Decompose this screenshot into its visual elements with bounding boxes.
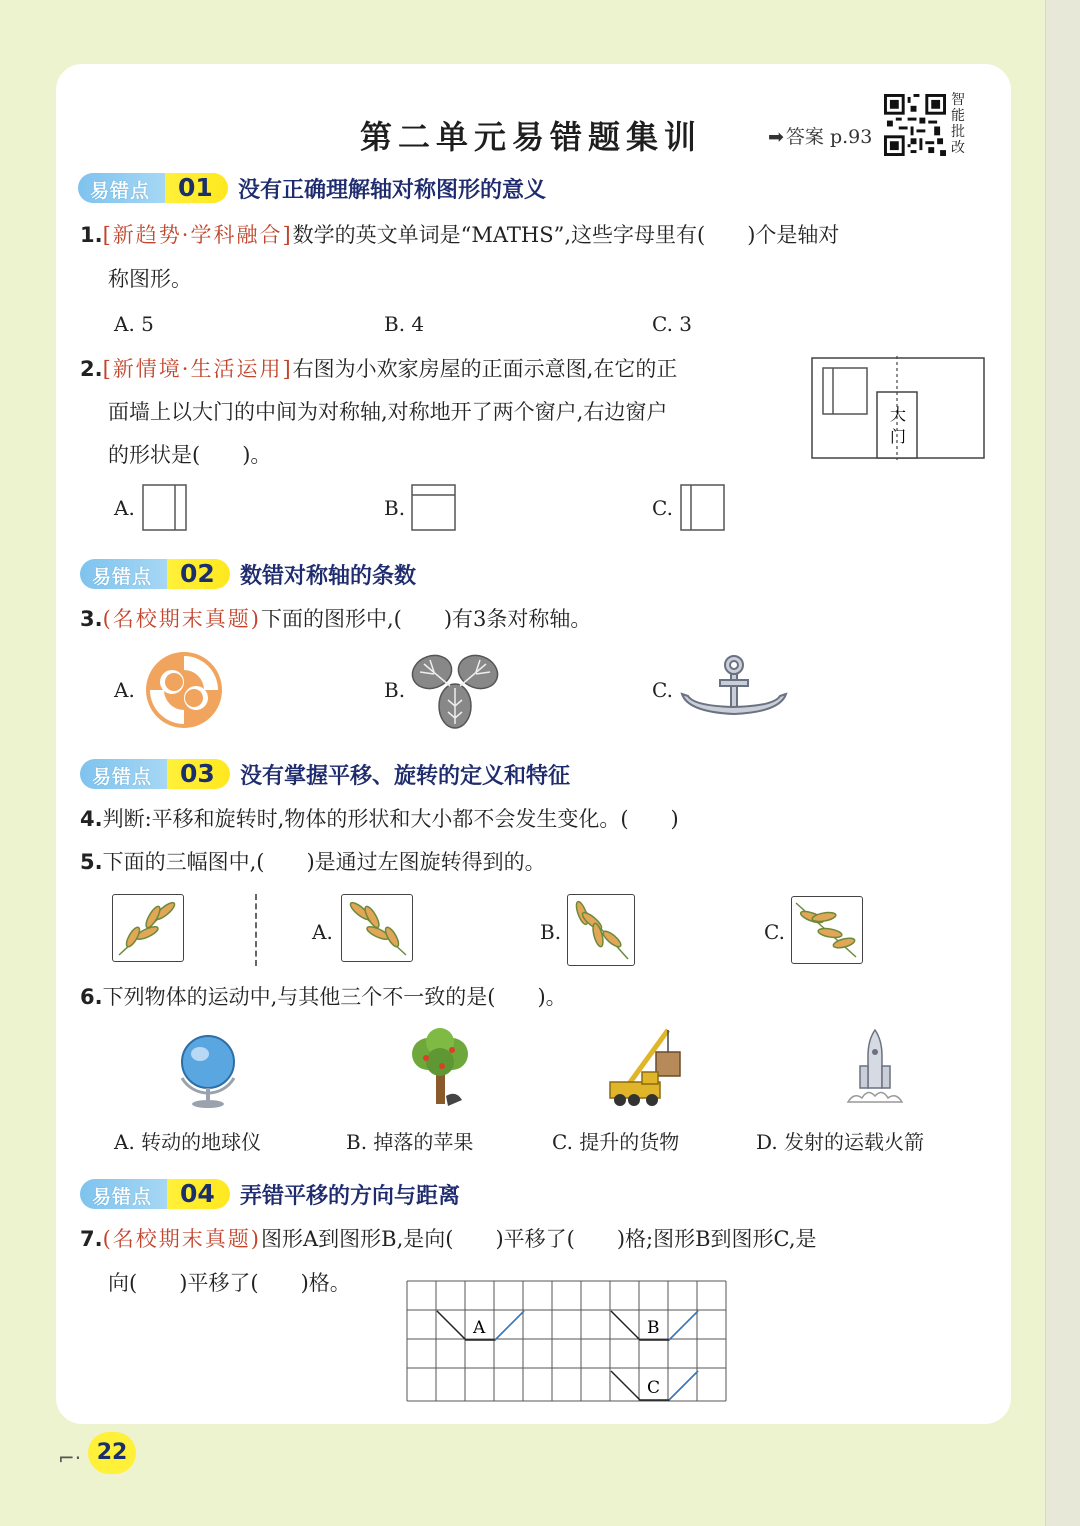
twig-original [112,894,184,962]
twig-option-a[interactable] [341,894,413,962]
section-header-01 [78,172,546,204]
question-source: [新情境·生活运用] [102,357,293,381]
question-text: 图形A到图形B,是向( )平移了( )格;图形B到图形C,是 [260,1227,817,1251]
option-c[interactable]: C. 3 [652,312,693,336]
badge-label: 易错点 [92,766,153,788]
shape-label-c: C [647,1378,661,1398]
question-text: 判断:平移和旋转时,物体的形状和大小都不会发生变化。( ) [102,807,679,831]
arrow-right-icon: ➡ [768,126,784,148]
option-a[interactable]: A. [114,678,135,702]
three-leaf-figure[interactable] [410,650,500,730]
caption-char: 改 [951,140,965,156]
question-text: 下列物体的运动中,与其他三个不一致的是( )。 [102,985,567,1009]
swirl-figure[interactable] [144,650,224,730]
question-2 [80,348,800,390]
option-b[interactable]: B. [384,496,406,520]
error-point-badge [80,759,230,789]
section-title: 没有掌握平移、旋转的定义和特征 [240,763,571,789]
question-text: 向( )平移了( )格。 [108,1271,351,1295]
question-text: 右图为小欢家房屋的正面示意图,在它的正 [292,357,678,381]
option-b[interactable]: B. [384,678,406,702]
door-label: 门 [890,427,907,446]
error-point-badge [80,559,230,589]
twig-option-c[interactable] [791,896,863,964]
badge-number: 03 [180,759,215,788]
caption-char: 智 [951,92,965,108]
question-number: 1. [80,223,103,247]
page-title: 第二单元易错题集训 [360,118,703,156]
question-text: 面墙上以大门的中间为对称轴,对称地开了两个窗户,右边窗户 [108,400,668,424]
rocket-launch-icon[interactable] [840,1026,910,1110]
option-a[interactable]: A. 5 [114,312,154,336]
house-front-diagram [811,356,987,460]
question-6 [80,976,567,1018]
section-title: 没有正确理解轴对称图形的意义 [238,177,547,203]
question-text: 数学的英文单词是“MATHS”,这些字母里有( )个是轴对 [292,223,840,247]
question-3 [80,598,591,640]
question-4 [80,798,679,840]
section-header-04 [80,1178,460,1210]
door-label: 大 [890,405,907,424]
option-c[interactable]: C. 提升的货物 [552,1130,680,1154]
question-text: 的形状是( )。 [108,443,272,467]
window-shape-a[interactable] [142,484,188,532]
question-number: 2. [80,357,103,381]
section-title: 数错对称轴的条数 [240,563,417,589]
window-shape-c[interactable] [680,484,726,532]
question-number: 7. [80,1227,103,1251]
question-number: 4. [80,807,103,831]
option-a[interactable]: A. [114,496,135,520]
answer-reference-text: 答案 p.93 [785,126,873,148]
question-text: 称图形。 [108,267,192,291]
question-source: [新趋势·学科融合] [102,223,293,247]
crane-lifting-cargo-icon[interactable] [608,1026,692,1110]
twig-option-b[interactable] [567,894,635,966]
option-b[interactable]: B. 掉落的苹果 [346,1130,474,1154]
question-5 [80,841,546,883]
section-title: 弄错平移的方向与距离 [240,1183,461,1209]
shape-label-a: A [473,1318,486,1338]
option-b[interactable]: B. [540,920,562,944]
error-point-badge [80,1179,230,1209]
globe-icon[interactable] [176,1032,242,1110]
anchor-figure[interactable] [678,654,790,718]
option-b[interactable]: B. 4 [384,312,425,336]
option-c[interactable]: C. [764,920,785,944]
badge-label: 易错点 [92,566,153,588]
pencil-mark: ⌐· [58,1446,82,1470]
question-source: (名校期末真题) [102,1227,261,1251]
question-1 [80,214,1000,256]
section-header-03 [80,758,570,790]
option-c[interactable]: C. [652,496,673,520]
option-d[interactable]: D. 发射的运载火箭 [756,1130,925,1154]
option-a[interactable]: A. 转动的地球仪 [114,1130,262,1154]
question-text: 下面的图形中,( )有3条对称轴。 [260,607,592,631]
question-number: 6. [80,985,103,1009]
badge-label: 易错点 [90,180,151,202]
badge-number: 04 [180,1179,215,1208]
error-point-badge [78,173,228,203]
question-text: 下面的三幅图中,( )是通过左图旋转得到的。 [102,850,546,874]
caption-char: 能 [951,108,965,124]
divider [255,894,257,966]
page-number: 22 [88,1432,136,1474]
qr-code-icon[interactable] [884,94,946,156]
shape-label-b: B [647,1318,660,1338]
option-c[interactable]: C. [652,678,673,702]
option-a[interactable]: A. [312,920,333,944]
question-number: 5. [80,850,103,874]
question-7 [80,1218,1000,1260]
answer-reference [768,122,872,149]
window-shape-b[interactable] [411,484,457,532]
question-number: 3. [80,607,103,631]
smart-grading-caption [948,92,968,156]
question-source: (名校期末真题) [102,607,261,631]
badge-number: 02 [180,559,215,588]
translation-grid [406,1280,728,1402]
book-spine [1045,0,1080,1526]
worksheet-page [56,64,1011,1424]
apple-tree-icon[interactable] [408,1028,474,1110]
badge-number: 01 [178,173,213,202]
caption-char: 批 [951,124,965,140]
badge-label: 易错点 [92,1186,153,1208]
section-header-02 [80,558,416,590]
